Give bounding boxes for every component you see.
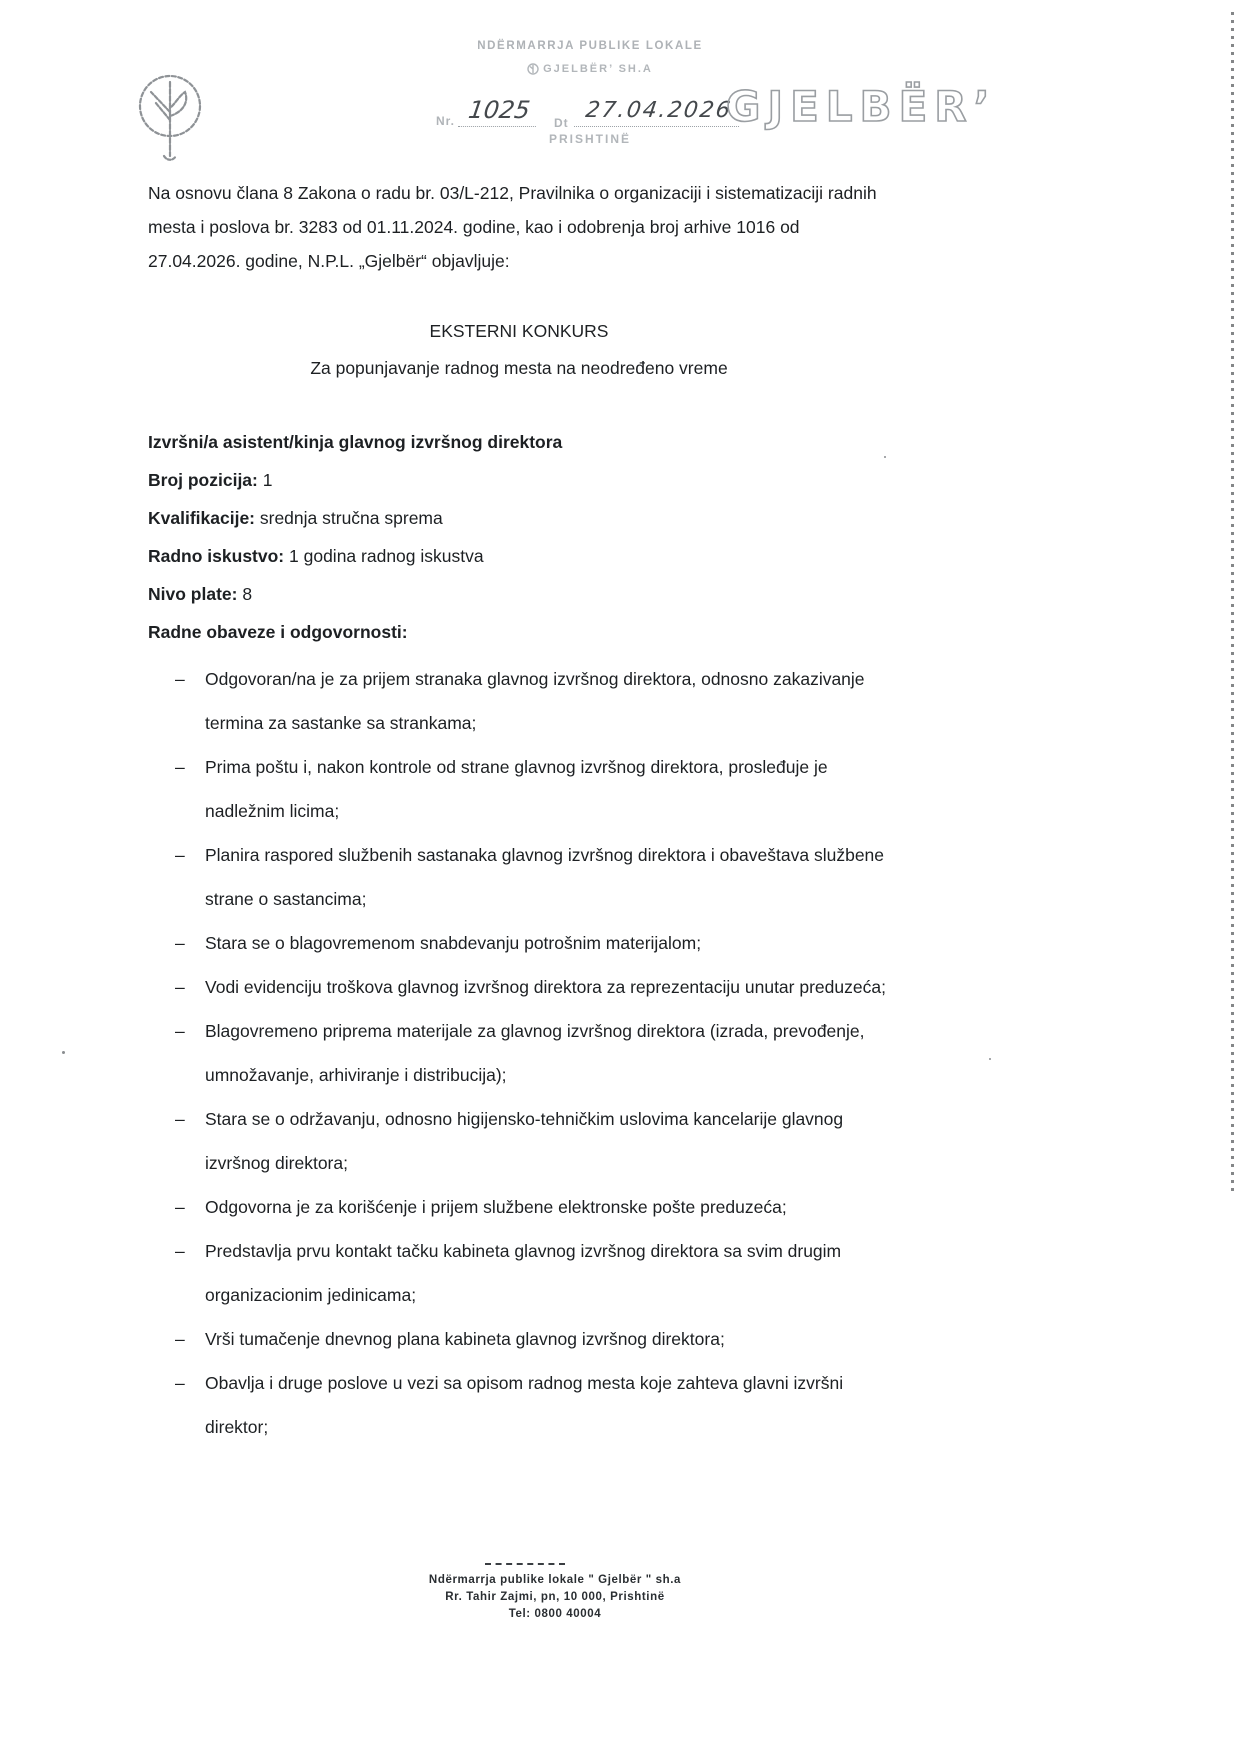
duty-text: Obavlja i druge poslove u vezi sa opisom radnog mesta koje zahteva glavni izvršni direktor; xyxy=(205,1373,844,1437)
stamp-company-short xyxy=(460,63,720,75)
duty-item xyxy=(148,965,890,1009)
duty-text: Blagovremeno priprema materijale za glavnog izvršnog direktora (izrada, prevođenje, umnožavanje, arhiviranje i distribucija); xyxy=(205,1021,865,1085)
field-label: Broj pozicija: xyxy=(148,470,258,490)
field-label: Kvalifikacije: xyxy=(148,508,255,528)
stamp-nr-handwritten-value: 1025 xyxy=(458,96,540,127)
stamp-nr-label: Nr. xyxy=(436,114,456,128)
stamp-dt-handwritten-value: 27.04.2026 xyxy=(574,98,743,127)
duty-text: Predstavlja prvu kontakt tačku kabineta glavnog izvršnog direktora sa svim drugim organizacionim jedinicama; xyxy=(205,1241,842,1305)
duty-text: Planira raspored službenih sastanaka glavnog izvršnog direktora i obaveštava službene strane o sastancima; xyxy=(205,845,885,909)
footer-divider xyxy=(485,1563,565,1565)
duty-text: Stara se o održavanju, odnosno higijensko-tehničkim uslovima kancelarije glavnog izvršnog direktora; xyxy=(205,1109,844,1173)
dash-bullet: – xyxy=(175,1021,185,1041)
duty-text: Prima poštu i, nakon kontrole od strane glavnog izvršnog direktora, prosleđuje je nadležnim licima; xyxy=(205,757,828,821)
stamp-city: PRISHTINË xyxy=(548,132,631,146)
field-radno-iskustvo xyxy=(148,537,890,575)
duties-heading: Radne obaveze i odgovornosti: xyxy=(148,622,408,642)
footer-phone: Tel: 0800 40004 xyxy=(508,1608,602,1620)
field-value: 8 xyxy=(242,584,253,604)
dash-bullet: – xyxy=(175,1329,185,1349)
duty-item xyxy=(148,1097,890,1185)
gjelber-emblem-icon xyxy=(131,68,209,164)
field-value: 1 xyxy=(262,470,273,490)
duty-item xyxy=(148,1009,890,1097)
field-label: Radno iskustvo: xyxy=(148,546,285,566)
legal-intro-paragraph: Na osnovu člana 8 Zakona o radu br. 03/L-212, Pravilnika o organizaciji i sistematizaciji radnih mesta i poslova br. 3283 od 01.11.2024. godine, kao i odobrenja broj arhive 1016 od 27.04.2026. godine, N.P.L. „Gjelbër“ objavljuje: xyxy=(148,183,877,271)
duty-item xyxy=(148,921,890,965)
dash-bullet: – xyxy=(175,1109,185,1129)
duty-item xyxy=(148,1229,890,1317)
duty-item xyxy=(148,657,890,745)
duties-list xyxy=(148,657,890,1449)
duty-item xyxy=(148,1361,890,1449)
dash-bullet: – xyxy=(175,977,185,997)
dash-bullet: – xyxy=(175,1241,185,1261)
job-title: Izvršni/a asistent/kinja glavnog izvršnog direktora xyxy=(148,432,563,452)
dash-bullet: – xyxy=(175,1373,185,1393)
field-kvalifikacije xyxy=(148,499,890,537)
duty-text: Vodi evidenciju troškova glavnog izvršnog direktora za reprezentaciju unutar preduzeća; xyxy=(205,977,886,997)
dash-bullet: – xyxy=(175,845,185,865)
gjelber-wordmark-stamp: GJELBËR’ xyxy=(726,82,997,131)
stamp-mini-emblem-icon xyxy=(527,63,539,75)
duty-item xyxy=(148,833,890,921)
stamp-company-name: NDËRMARRJA PUBLIKE LOKALE xyxy=(477,40,703,52)
duty-text: Odgovorna je za korišćenje i prijem službene elektronske pošte preduzeća; xyxy=(205,1197,787,1217)
scan-speck xyxy=(62,1051,65,1054)
dash-bullet: – xyxy=(175,757,185,777)
scan-speck xyxy=(989,1058,991,1060)
duty-text: Vrši tumačenje dnevnog plana kabineta glavnog izvršnog direktora; xyxy=(205,1329,725,1349)
field-label: Nivo plate: xyxy=(148,584,238,604)
stamp-company-short-label: GJELBËR’ SH.A xyxy=(543,63,653,75)
field-value: 1 godina radnog iskustva xyxy=(289,546,484,566)
scan-edge-artifact xyxy=(1231,12,1234,1192)
footer-address: Rr. Tahir Zajmi, pn, 10 000, Prishtinë xyxy=(445,1591,665,1603)
duty-text: Stara se o blagovremenom snabdevanju potrošnim materijalom; xyxy=(205,933,702,953)
footer-company: Ndërmarrja publike lokale " Gjelbër " sh.a xyxy=(428,1574,682,1586)
duty-item xyxy=(148,745,890,833)
document-body xyxy=(148,176,890,1449)
field-broj-pozicija xyxy=(148,461,890,499)
dash-bullet: – xyxy=(175,1197,185,1217)
duty-text: Odgovoran/na je za prijem stranaka glavnog izvršnog direktora, odnosno zakazivanje termina za sastanke sa strankama; xyxy=(205,669,865,733)
document-subtitle: Za popunjavanje radnog mesta na neodređeno vreme xyxy=(310,358,728,378)
field-nivo-plate xyxy=(148,575,890,613)
stamp-dt-label: Dt xyxy=(554,116,569,130)
duty-item xyxy=(148,1185,890,1229)
dash-bullet: – xyxy=(175,669,185,689)
field-value: srednja stručna sprema xyxy=(259,508,443,528)
footer xyxy=(340,1572,770,1623)
dash-bullet: – xyxy=(175,933,185,953)
duty-item xyxy=(148,1317,890,1361)
document-title: EKSTERNI KONKURS xyxy=(429,321,609,341)
